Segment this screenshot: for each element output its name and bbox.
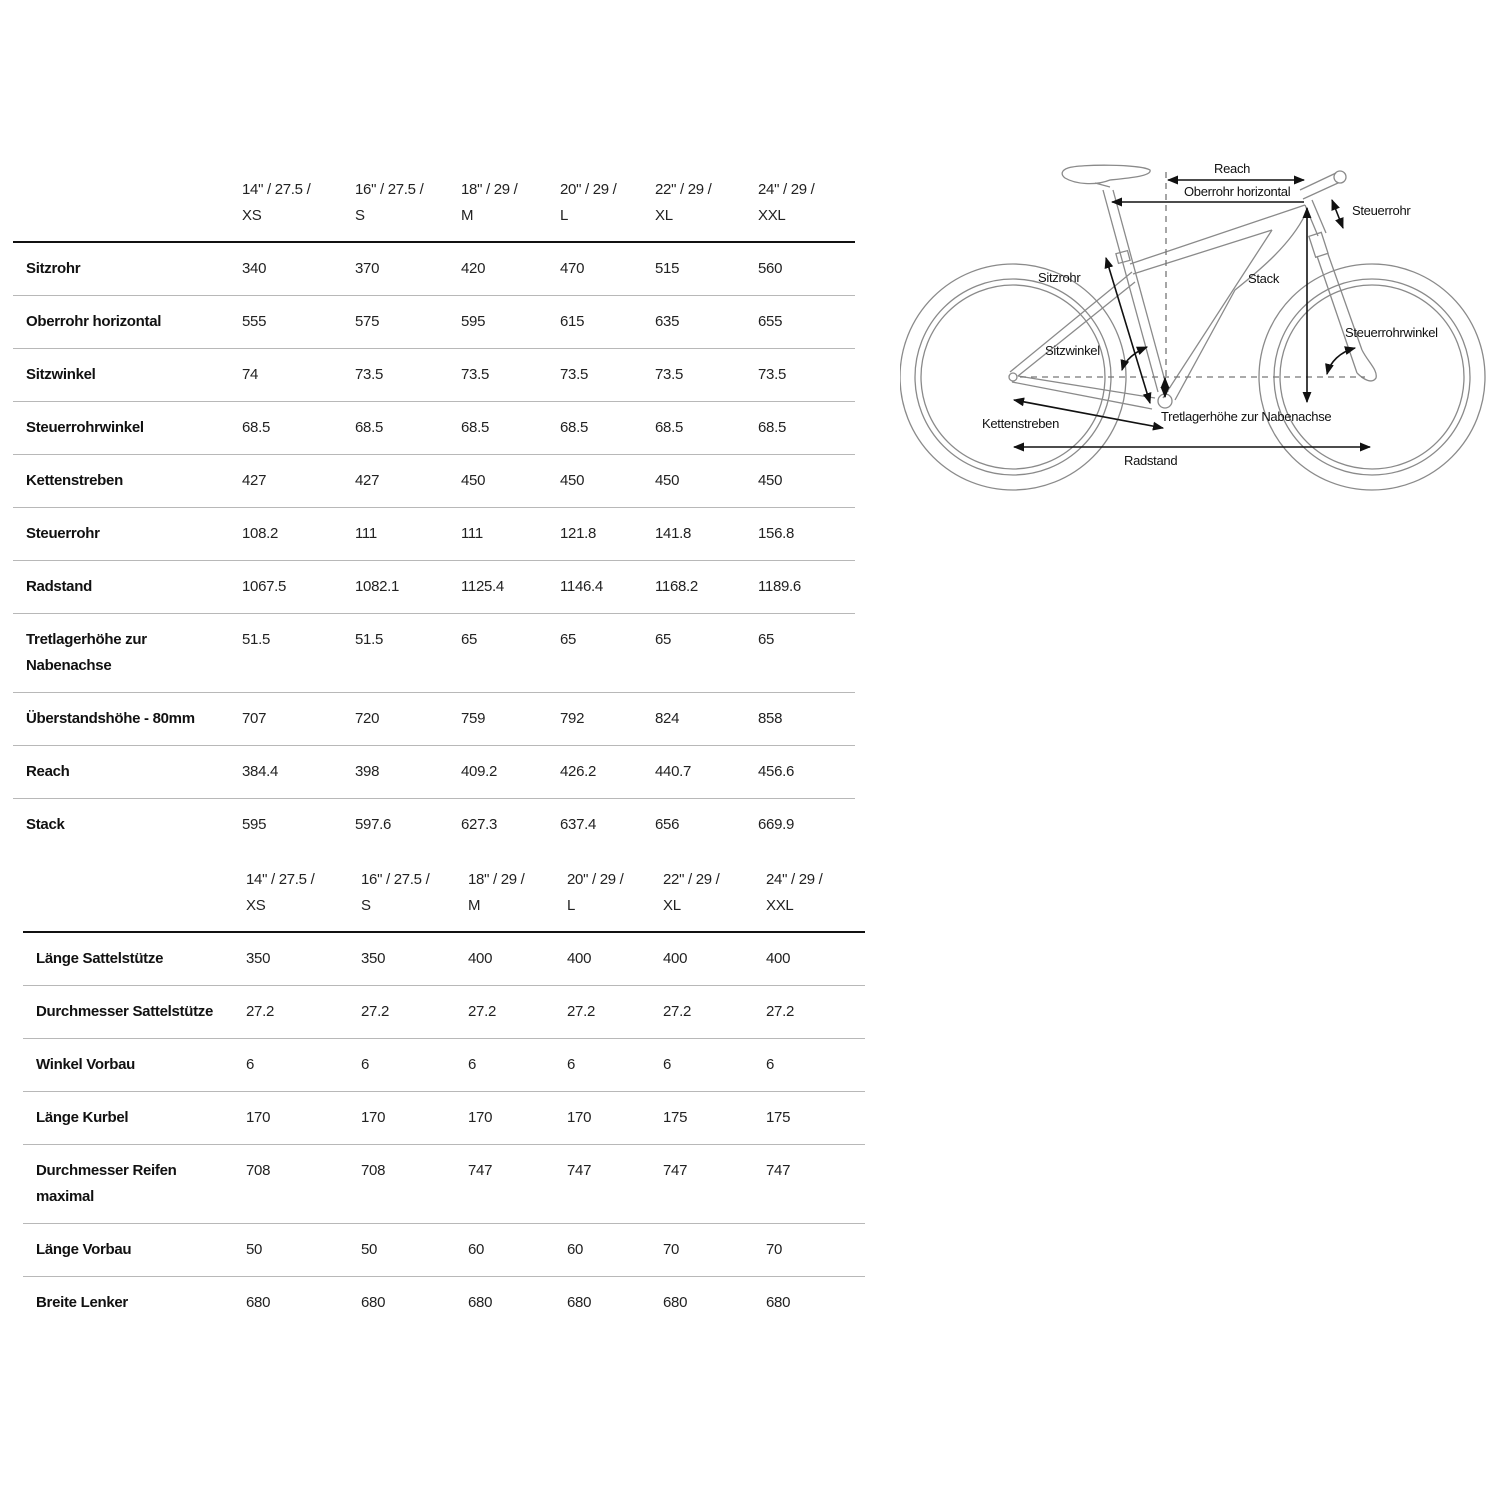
cell-value: 398 bbox=[355, 763, 380, 780]
cell-value: 400 bbox=[567, 950, 592, 967]
cell-value: 340 bbox=[242, 260, 267, 277]
size-header-xl: 22" / 29 / XL bbox=[663, 871, 720, 914]
cell-value: 170 bbox=[246, 1109, 271, 1126]
cell-value: 440.7 bbox=[655, 763, 692, 780]
cell-value: 680 bbox=[663, 1294, 688, 1311]
cell-value: 51.5 bbox=[242, 631, 270, 648]
cell-value: 420 bbox=[461, 260, 486, 277]
front-wheel-icon bbox=[1259, 264, 1485, 490]
cell-value: 747 bbox=[567, 1162, 592, 1179]
cell-value: 73.5 bbox=[461, 366, 489, 383]
size-header-xs: 14" / 27.5 / XS bbox=[246, 871, 315, 914]
table-row bbox=[13, 455, 855, 508]
size-header-row bbox=[13, 163, 855, 242]
cell-value: 175 bbox=[766, 1109, 791, 1126]
label-reach: Reach bbox=[1214, 161, 1251, 176]
cell-value: 65 bbox=[461, 631, 478, 648]
cell-value: 73.5 bbox=[560, 366, 588, 383]
cell-value: 656 bbox=[655, 816, 680, 833]
table-row bbox=[23, 1039, 865, 1092]
cell-value: 170 bbox=[468, 1109, 493, 1126]
table-row bbox=[23, 1224, 865, 1277]
table-row bbox=[13, 614, 855, 693]
cell-value: 456.6 bbox=[758, 763, 795, 780]
size-header-xs: 14" / 27.5 / XS bbox=[242, 181, 311, 224]
cell-value: 597.6 bbox=[355, 816, 392, 833]
cell-value: 60 bbox=[468, 1241, 485, 1258]
row-label: Kettenstreben bbox=[26, 472, 123, 489]
cell-value: 747 bbox=[663, 1162, 688, 1179]
label-steuerrohr: Steuerrohr bbox=[1352, 203, 1411, 218]
cell-value: 792 bbox=[560, 710, 585, 727]
rear-wheel-icon bbox=[900, 264, 1126, 490]
cell-value: 27.2 bbox=[361, 1003, 389, 1020]
table-row bbox=[13, 746, 855, 799]
cell-value: 595 bbox=[461, 313, 486, 330]
cell-value: 470 bbox=[560, 260, 585, 277]
cell-value: 450 bbox=[560, 472, 585, 489]
cell-value: 707 bbox=[242, 710, 267, 727]
row-label: Tretlagerhöhe zur Nabenachse bbox=[26, 631, 147, 674]
cell-value: 637.4 bbox=[560, 816, 597, 833]
steuerrohrwinkel-arc bbox=[1327, 348, 1355, 374]
cell-value: 400 bbox=[468, 950, 493, 967]
size-header-s: 16" / 27.5 / S bbox=[355, 181, 424, 224]
cell-value: 51.5 bbox=[355, 631, 383, 648]
row-label: Reach bbox=[26, 763, 70, 780]
cell-value: 669.9 bbox=[758, 816, 795, 833]
cell-value: 427 bbox=[242, 472, 267, 489]
cell-value: 858 bbox=[758, 710, 783, 727]
row-label: Steuerrohr bbox=[26, 525, 100, 542]
size-header-m: 18" / 29 / M bbox=[461, 181, 518, 224]
cell-value: 680 bbox=[361, 1294, 386, 1311]
cell-value: 74 bbox=[242, 366, 259, 383]
cell-value: 170 bbox=[567, 1109, 592, 1126]
steuerrohr-arrow bbox=[1332, 200, 1343, 228]
cell-value: 615 bbox=[560, 313, 585, 330]
cell-value: 450 bbox=[461, 472, 486, 489]
table-row bbox=[23, 1145, 865, 1224]
cell-value: 70 bbox=[663, 1241, 680, 1258]
cell-value: 68.5 bbox=[560, 419, 588, 436]
header-blank bbox=[13, 163, 242, 242]
row-label: Sitzrohr bbox=[26, 260, 81, 277]
cell-value: 50 bbox=[246, 1241, 263, 1258]
cell-value: 450 bbox=[655, 472, 680, 489]
cell-value: 350 bbox=[246, 950, 271, 967]
cell-value: 27.2 bbox=[766, 1003, 794, 1020]
cell-value: 1082.1 bbox=[355, 578, 400, 595]
cell-value: 720 bbox=[355, 710, 380, 727]
size-header-l: 20" / 29 / L bbox=[560, 181, 617, 224]
cell-value: 73.5 bbox=[758, 366, 786, 383]
cell-value: 708 bbox=[361, 1162, 386, 1179]
label-sitzwinkel: Sitzwinkel bbox=[1045, 343, 1100, 358]
table-row bbox=[23, 1277, 865, 1330]
cell-value: 409.2 bbox=[461, 763, 498, 780]
cell-value: 680 bbox=[567, 1294, 592, 1311]
bike-geometry-diagram bbox=[900, 150, 1500, 500]
row-label: Länge Sattelstütze bbox=[36, 950, 164, 967]
cell-value: 1146.4 bbox=[560, 578, 603, 595]
cell-value: 1067.5 bbox=[242, 578, 287, 595]
cell-value: 68.5 bbox=[355, 419, 383, 436]
table-row bbox=[13, 561, 855, 614]
cell-value: 680 bbox=[766, 1294, 791, 1311]
cell-value: 635 bbox=[655, 313, 680, 330]
row-label: Radstand bbox=[26, 578, 92, 595]
cell-value: 595 bbox=[242, 816, 267, 833]
cell-value: 627.3 bbox=[461, 816, 498, 833]
components-table bbox=[23, 853, 865, 1329]
cell-value: 27.2 bbox=[468, 1003, 496, 1020]
table-row bbox=[23, 932, 865, 986]
cell-value: 384.4 bbox=[242, 763, 279, 780]
cell-value: 575 bbox=[355, 313, 380, 330]
cell-value: 70 bbox=[766, 1241, 783, 1258]
geometry-table bbox=[13, 163, 855, 851]
cell-value: 156.8 bbox=[758, 525, 795, 542]
size-header-row bbox=[23, 853, 865, 932]
cell-value: 560 bbox=[758, 260, 783, 277]
label-steuerrohrwinkel: Steuerrohrwinkel bbox=[1345, 325, 1438, 340]
cell-value: 175 bbox=[663, 1109, 688, 1126]
cell-value: 6 bbox=[361, 1056, 370, 1073]
row-label: Überstandshöhe - 80mm bbox=[26, 710, 195, 727]
size-header-xl: 22" / 29 / XL bbox=[655, 181, 712, 224]
row-label: Länge Vorbau bbox=[36, 1241, 132, 1258]
row-label: Oberrohr horizontal bbox=[26, 313, 162, 330]
cell-value: 680 bbox=[246, 1294, 271, 1311]
table-row bbox=[13, 296, 855, 349]
row-label: Länge Kurbel bbox=[36, 1109, 129, 1126]
cell-value: 65 bbox=[758, 631, 775, 648]
size-header-m: 18" / 29 / M bbox=[468, 871, 525, 914]
cell-value: 68.5 bbox=[758, 419, 786, 436]
row-label: Steuerrohrwinkel bbox=[26, 419, 144, 436]
cell-value: 450 bbox=[758, 472, 783, 489]
size-header-l: 20" / 29 / L bbox=[567, 871, 624, 914]
cell-value: 680 bbox=[468, 1294, 493, 1311]
label-sitzrohr: Sitzrohr bbox=[1038, 270, 1081, 285]
cell-value: 111 bbox=[355, 525, 377, 542]
cell-value: 121.8 bbox=[560, 525, 597, 542]
label-radstand: Radstand bbox=[1124, 453, 1178, 468]
cell-value: 65 bbox=[655, 631, 672, 648]
label-tretlager: Tretlagerhöhe zur Nabenachse bbox=[1161, 409, 1332, 424]
cell-value: 27.2 bbox=[663, 1003, 691, 1020]
cell-value: 350 bbox=[361, 950, 386, 967]
row-label: Breite Lenker bbox=[36, 1294, 128, 1311]
cell-value: 170 bbox=[361, 1109, 386, 1126]
table-row bbox=[13, 242, 855, 296]
cell-value: 60 bbox=[567, 1241, 584, 1258]
row-label: Sitzwinkel bbox=[26, 366, 96, 383]
label-stack: Stack bbox=[1248, 271, 1280, 286]
table-row bbox=[13, 693, 855, 746]
cell-value: 111 bbox=[461, 525, 483, 542]
cell-value: 141.8 bbox=[655, 525, 692, 542]
row-label: Durchmesser Reifen maximal bbox=[36, 1162, 177, 1205]
cell-value: 426.2 bbox=[560, 763, 597, 780]
cell-value: 1168.2 bbox=[655, 578, 698, 595]
cell-value: 400 bbox=[766, 950, 791, 967]
cell-value: 655 bbox=[758, 313, 783, 330]
cell-value: 6 bbox=[766, 1056, 775, 1073]
size-header-xxl: 24" / 29 / XXL bbox=[758, 181, 815, 224]
size-header-xxl: 24" / 29 / XXL bbox=[766, 871, 823, 914]
cell-value: 6 bbox=[567, 1056, 576, 1073]
cell-value: 73.5 bbox=[355, 366, 383, 383]
table-row bbox=[23, 986, 865, 1039]
cell-value: 370 bbox=[355, 260, 380, 277]
row-label: Stack bbox=[26, 816, 65, 833]
label-oberrohr: Oberrohr horizontal bbox=[1184, 184, 1291, 199]
cell-value: 27.2 bbox=[567, 1003, 595, 1020]
table-row bbox=[13, 508, 855, 561]
cell-value: 27.2 bbox=[246, 1003, 274, 1020]
cell-value: 6 bbox=[246, 1056, 255, 1073]
size-header-s: 16" / 27.5 / S bbox=[361, 871, 430, 914]
cell-value: 68.5 bbox=[242, 419, 270, 436]
cell-value: 747 bbox=[468, 1162, 493, 1179]
cell-value: 708 bbox=[246, 1162, 271, 1179]
row-label: Durchmesser Sattelstütze bbox=[36, 1003, 214, 1020]
cell-value: 68.5 bbox=[655, 419, 683, 436]
cell-value: 400 bbox=[663, 950, 688, 967]
cell-value: 555 bbox=[242, 313, 267, 330]
cell-value: 108.2 bbox=[242, 525, 279, 542]
cell-value: 824 bbox=[655, 710, 680, 727]
cell-value: 6 bbox=[663, 1056, 672, 1073]
cell-value: 515 bbox=[655, 260, 680, 277]
header-blank bbox=[23, 853, 246, 932]
cell-value: 1189.6 bbox=[758, 578, 801, 595]
cell-value: 6 bbox=[468, 1056, 477, 1073]
cell-value: 1125.4 bbox=[461, 578, 504, 595]
cell-value: 50 bbox=[361, 1241, 378, 1258]
cell-value: 427 bbox=[355, 472, 380, 489]
cell-value: 65 bbox=[560, 631, 577, 648]
cell-value: 68.5 bbox=[461, 419, 489, 436]
cell-value: 759 bbox=[461, 710, 486, 727]
table-row bbox=[13, 799, 855, 852]
row-label: Winkel Vorbau bbox=[36, 1056, 136, 1073]
table-row bbox=[13, 402, 855, 455]
label-kettenstreben: Kettenstreben bbox=[982, 416, 1060, 431]
cell-value: 73.5 bbox=[655, 366, 683, 383]
table-row bbox=[23, 1092, 865, 1145]
cell-value: 747 bbox=[766, 1162, 791, 1179]
table-row bbox=[13, 349, 855, 402]
